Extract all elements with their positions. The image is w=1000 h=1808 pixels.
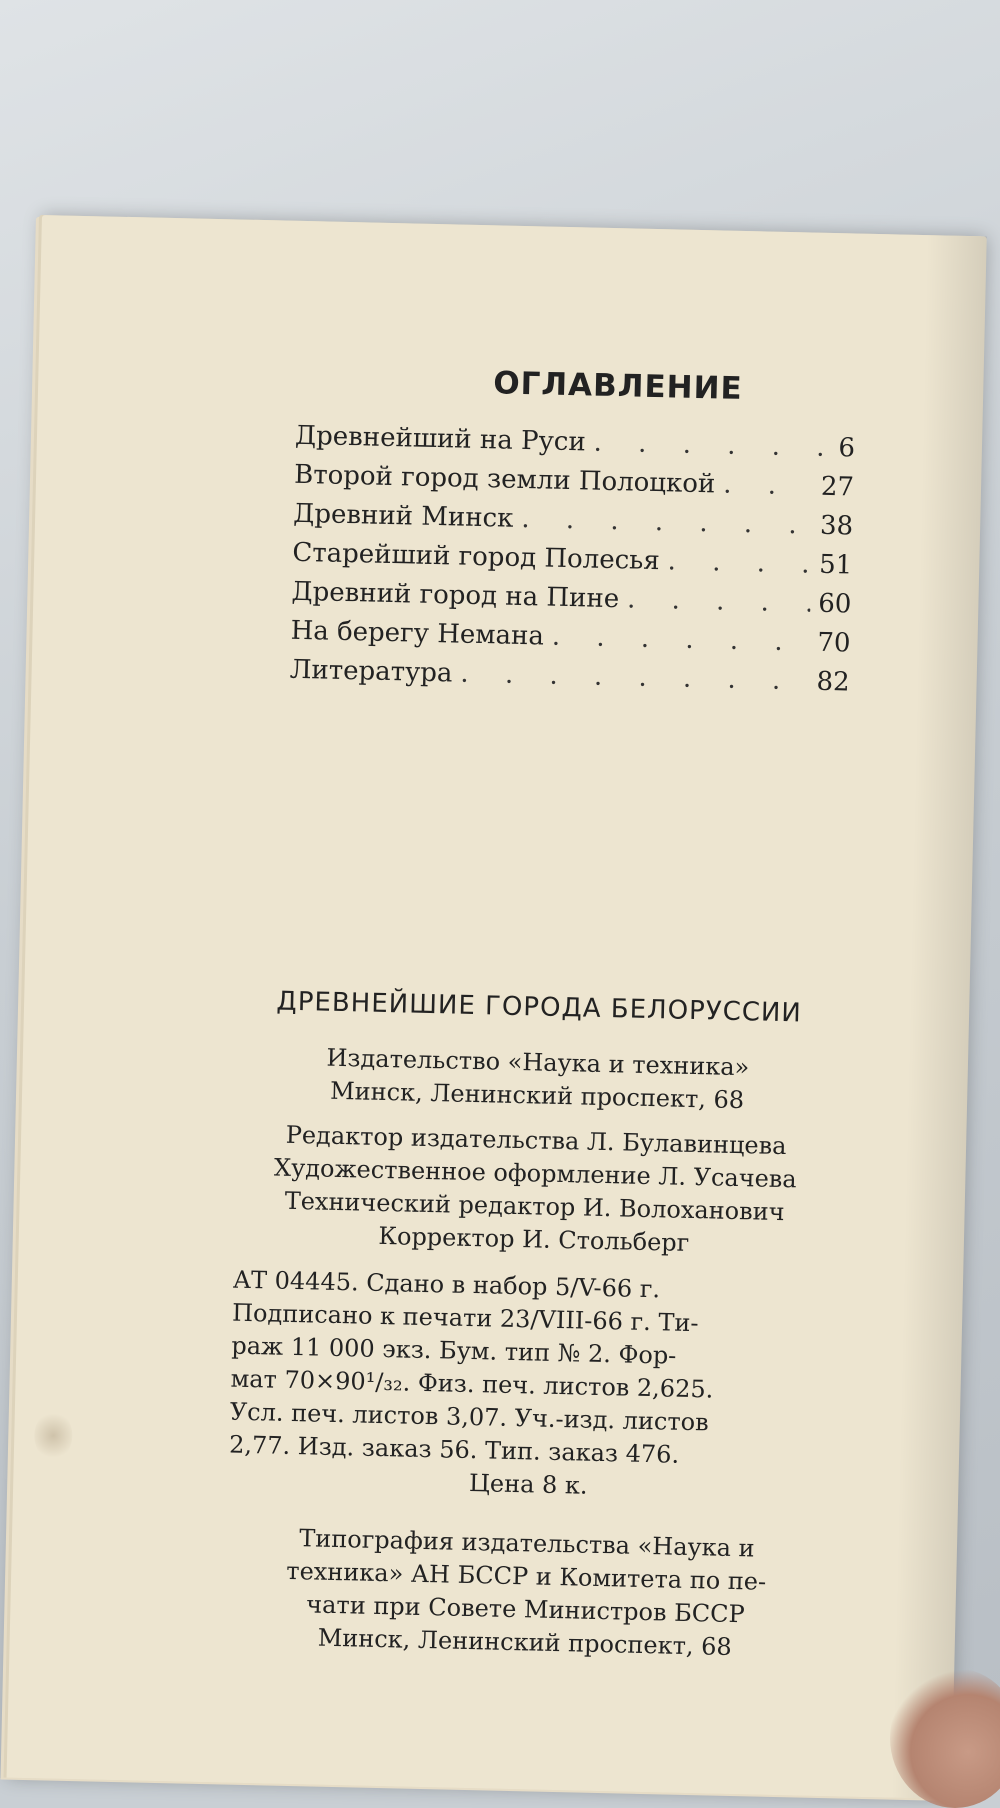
printer-line: Типография издательства «Наука и: [299, 1524, 755, 1563]
stats-line: 2,77. Изд. заказ 56. Тип. заказ 476.: [228, 1430, 680, 1469]
dot-leader: [667, 546, 811, 579]
stats-line: раж 11 000 экз. Бум. тип № 2. Фор-: [231, 1331, 677, 1370]
stats-line: АТ 04445. Сдано в набор 5/V-66 г.: [232, 1265, 661, 1304]
printer-line: техника» АН БССР и Комитета по пе-: [286, 1556, 767, 1596]
publisher-line: Минск, Ленинский проспект, 68: [329, 1076, 745, 1115]
dot-leader: [593, 428, 830, 463]
toc-heading: ОГЛАВЛЕНИЕ: [492, 365, 744, 407]
credits-block: [234, 1118, 837, 1264]
stats-line: мат 70×90¹/₃₂. Физ. печ. листов 2,625.: [230, 1364, 714, 1404]
toc-entry-page: 51: [818, 549, 853, 581]
stats-line: Усл. печ. листов 3,07. Уч.-изд. листов: [229, 1397, 709, 1437]
dot-leader: [723, 470, 813, 502]
publisher-block: [237, 1040, 838, 1120]
toc-entry-page: 6: [838, 433, 856, 464]
print-stats-block: [228, 1264, 833, 1509]
dot-leader: [552, 622, 810, 658]
printer-line: чати при Совете Министров БССР: [305, 1590, 745, 1629]
toc-entry-title: Старейший город Полесья: [292, 537, 661, 577]
imprint: [224, 985, 839, 1666]
stats-line: Подписано к печати 23/VIII-66 г. Ти-: [231, 1298, 699, 1338]
toc-entry-page: 60: [817, 588, 852, 620]
toc-entry-page: 38: [819, 510, 854, 542]
toc-entry-title: Второй город земли Полоцкой: [293, 459, 716, 500]
table-of-contents: [289, 421, 855, 707]
printer-block: [224, 1521, 827, 1667]
credit-line: Художественное оформление Л. Усачева: [273, 1153, 797, 1194]
toc-entry-title: Древний Минск: [292, 498, 514, 534]
credit-line: Редактор издательства Л. Булавинцева: [285, 1120, 787, 1161]
dot-leader: [521, 504, 812, 541]
book-title: ДРЕВНЕЙШИЕ ГОРОДА БЕЛОРУССИИ: [276, 986, 803, 1029]
toc-entry-page: 70: [817, 627, 851, 659]
book-page: [7, 215, 987, 1799]
toc-entry-page: 27: [820, 471, 855, 503]
toc-entry-title: На берегу Немана: [290, 615, 545, 652]
toc-entry-title: Древнейший на Руси: [294, 420, 587, 458]
toc-entry-page: 82: [816, 666, 850, 698]
price: Цена 8 к.: [468, 1469, 588, 1500]
credit-line: Технический редактор И. Волоханович: [284, 1186, 785, 1227]
printer-line: Минск, Ленинский проспект, 68: [317, 1623, 733, 1662]
dot-leader: [627, 584, 811, 618]
toc-entry-title: Древний город на Пине: [291, 576, 620, 615]
paper-stain: [34, 1410, 73, 1461]
credit-line: Корректор И. Стольберг: [378, 1221, 690, 1257]
toc-entry-title: Литература: [289, 654, 453, 689]
publisher-line: Издательство «Наука и техника»: [326, 1043, 750, 1082]
